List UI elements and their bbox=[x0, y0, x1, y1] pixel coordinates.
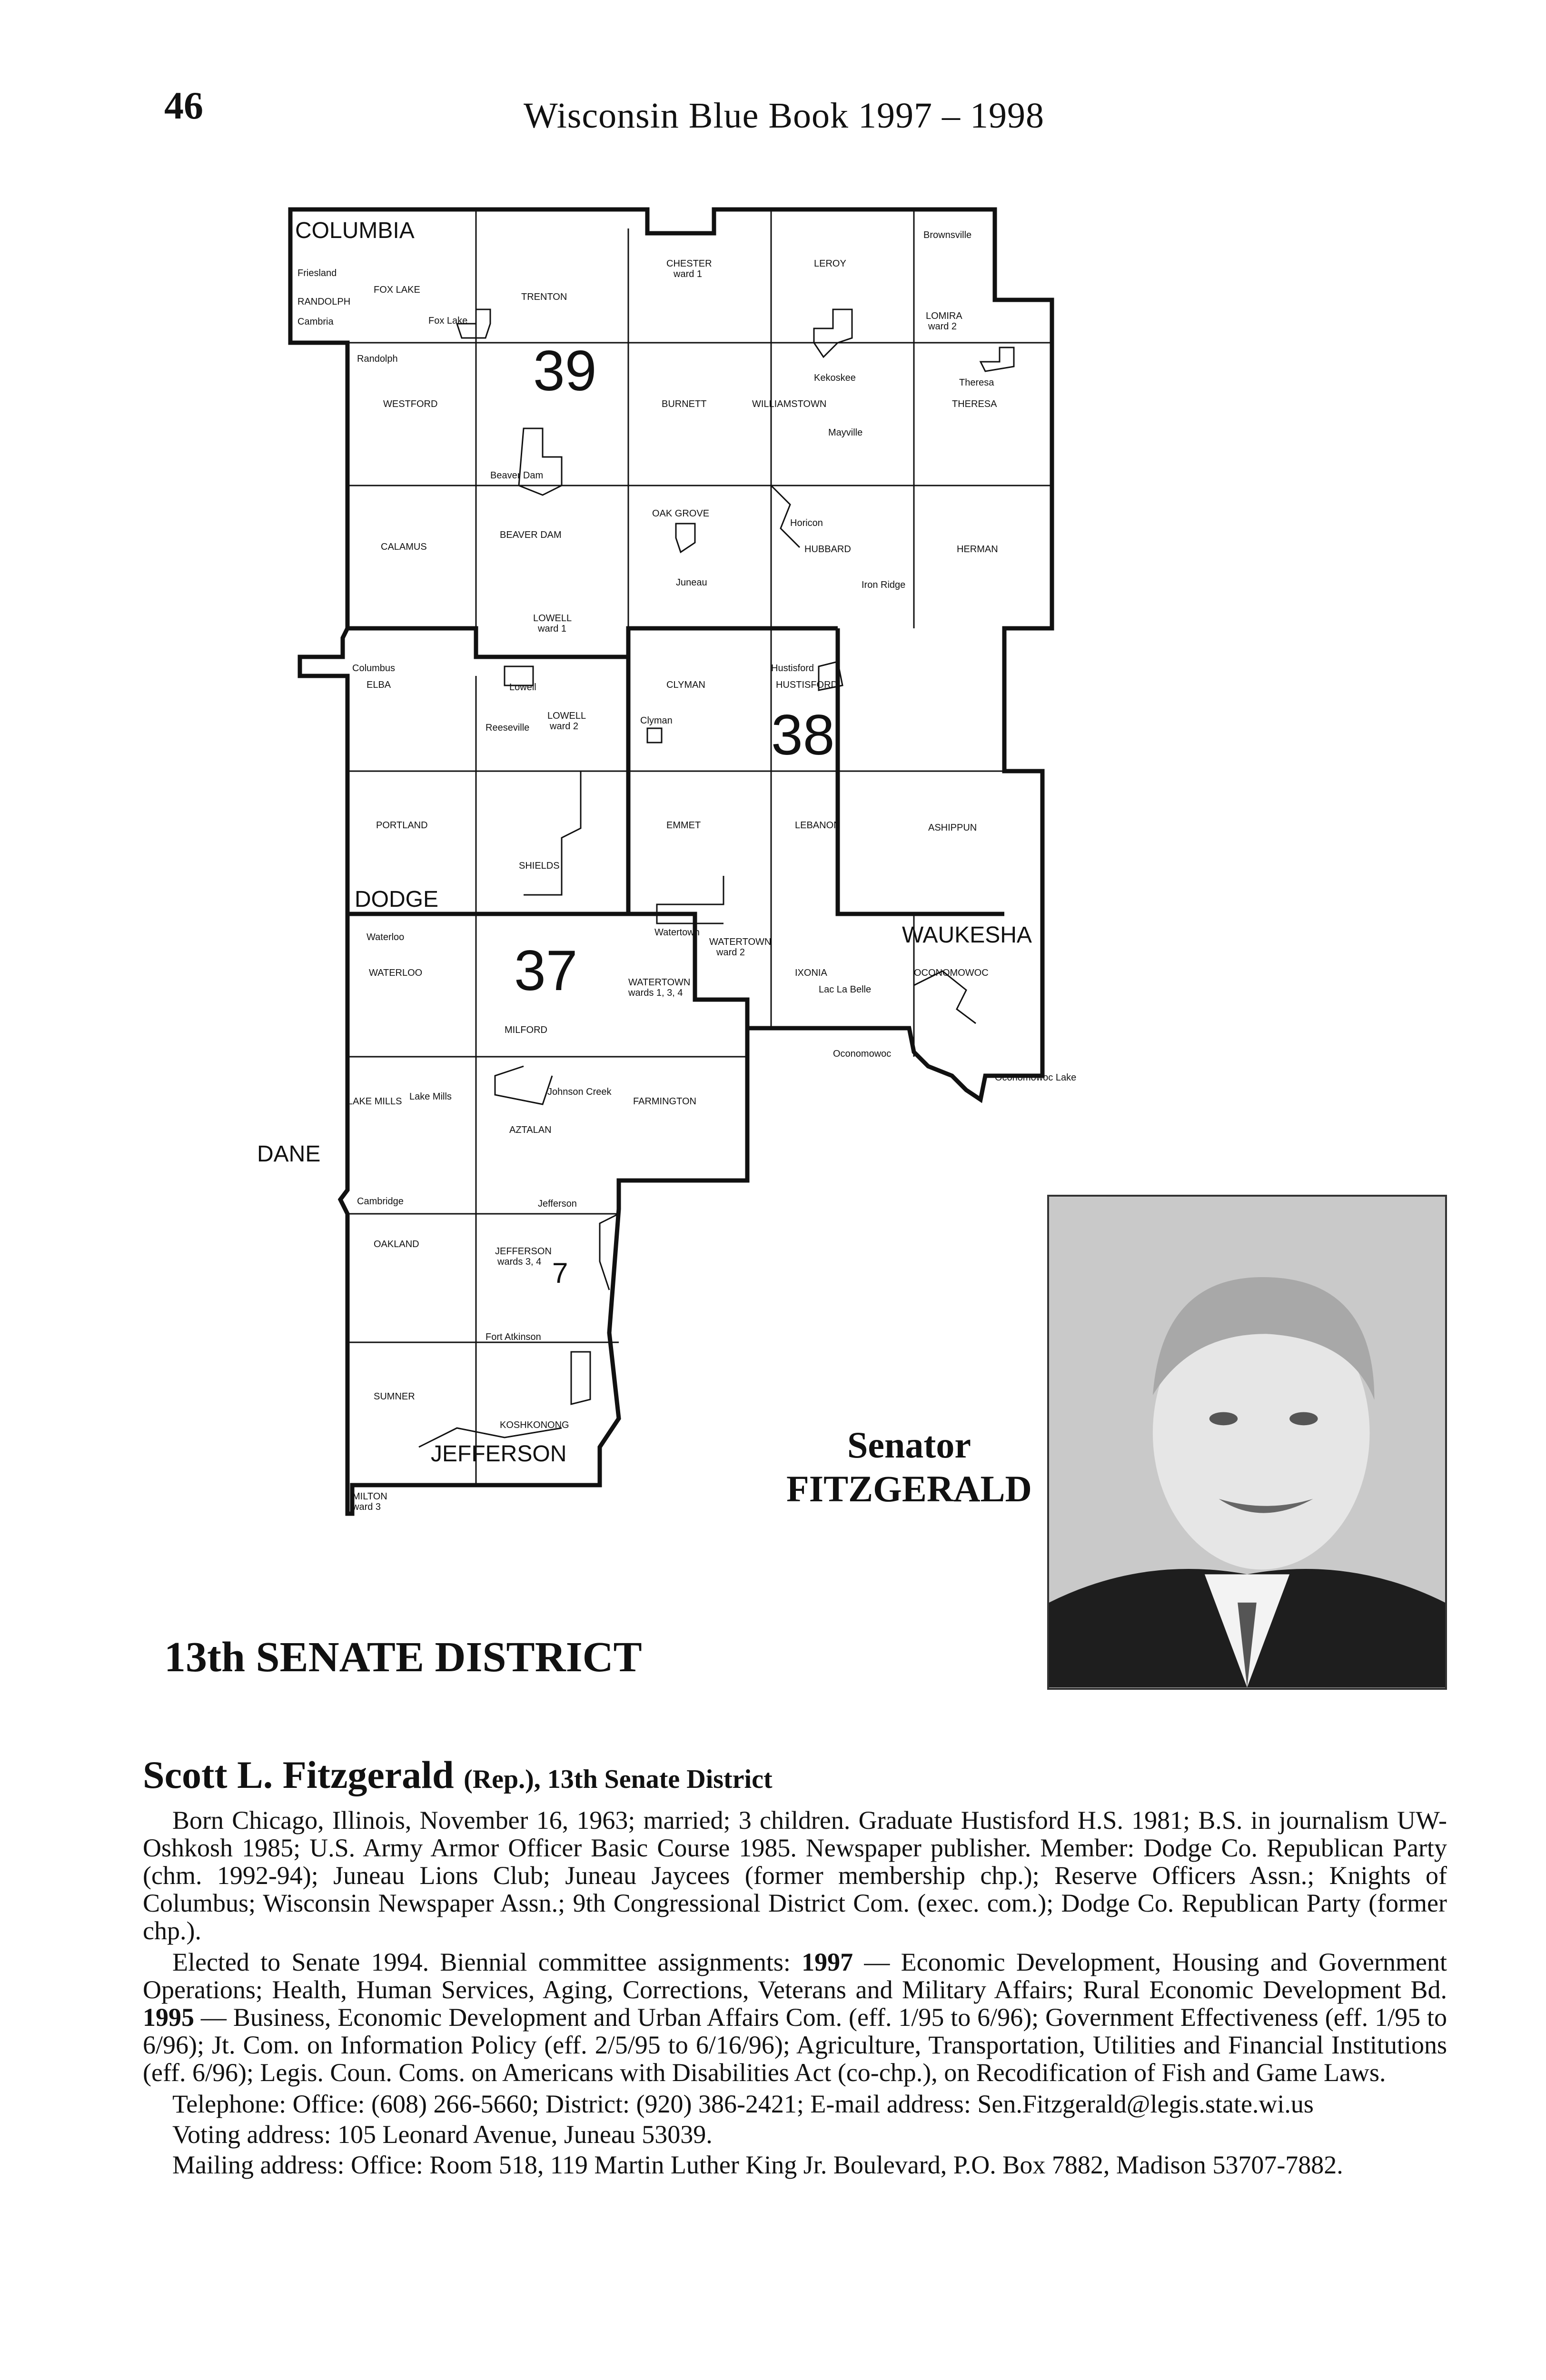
bio-heading bbox=[143, 1753, 1447, 1796]
place-label: HUBBARD bbox=[804, 544, 851, 555]
county-label-waukesha: WAUKESHA bbox=[902, 922, 1032, 948]
place-label: BEAVER DAM bbox=[500, 530, 562, 540]
senator-name: Scott L. Fitzgerald bbox=[143, 1753, 454, 1796]
telephone-line: Telephone: Office: (608) 266-5660; District: (920) 386-2421; E-mail address: Sen.Fitzgerald@legis.state.wi.us bbox=[172, 2090, 1314, 2118]
county-label-dane: DANE bbox=[257, 1141, 321, 1167]
place-label: wards 1, 3, 4 bbox=[628, 988, 683, 998]
district-map bbox=[209, 200, 1114, 1533]
place-label: Mayville bbox=[828, 427, 863, 438]
place-label: LOWELL bbox=[547, 711, 586, 721]
place-label: BURNETT bbox=[662, 399, 707, 409]
committees-intro: Elected to Senate 1994. Biennial committee assignments: bbox=[172, 1948, 802, 1976]
place-label: OAK GROVE bbox=[652, 508, 710, 519]
senator-affiliation: (Rep.), 13th Senate District bbox=[464, 1765, 773, 1794]
place-label: Kekoskee bbox=[814, 373, 856, 383]
bio-paragraph-committees bbox=[143, 1948, 1447, 2086]
assembly-district-38: 38 bbox=[771, 703, 835, 767]
place-label: ward 2 bbox=[928, 321, 957, 332]
place-label: OAKLAND bbox=[374, 1239, 419, 1250]
place-label: WATERLOO bbox=[369, 968, 423, 978]
place-label: ward 2 bbox=[550, 721, 579, 732]
place-label: Reeseville bbox=[486, 723, 530, 733]
district-title: 13th SENATE DISTRICT bbox=[164, 1634, 642, 1681]
place-label: LEBANON bbox=[795, 820, 841, 831]
place-label: LEROY bbox=[814, 258, 846, 269]
caption-line-2: FITZGERALD bbox=[786, 1468, 1032, 1509]
place-label: Johnson Creek bbox=[547, 1087, 612, 1097]
place-label: LOMIRA bbox=[926, 311, 962, 321]
place-label: Fox Lake bbox=[428, 316, 468, 326]
mailing-address: Mailing address: Office: Room 518, 119 Martin Luther King Jr. Boulevard, P.O. Box 7882, Madison 53707-7882. bbox=[172, 2151, 1343, 2179]
place-label: Cambridge bbox=[357, 1196, 404, 1207]
place-label: Cambria bbox=[297, 317, 334, 327]
place-label: WESTFORD bbox=[383, 399, 438, 409]
place-label: Lac La Belle bbox=[819, 984, 872, 995]
running-head: Wisconsin Blue Book 1997 – 1998 bbox=[524, 96, 1045, 136]
place-label: KOSHKONONG bbox=[500, 1420, 569, 1430]
place-label: Clyman bbox=[640, 715, 673, 726]
place-label: WATERTOWN bbox=[709, 937, 772, 947]
place-label: ASHIPPUN bbox=[928, 823, 977, 833]
senator-photo bbox=[1047, 1195, 1447, 1690]
place-label: AZTALAN bbox=[509, 1125, 552, 1135]
county-label-jefferson: JEFFERSON bbox=[431, 1441, 567, 1467]
place-label: IXONIA bbox=[795, 968, 827, 978]
place-label: LOWELL bbox=[533, 613, 572, 624]
place-label: Jefferson bbox=[538, 1199, 577, 1209]
place-label: Iron Ridge bbox=[862, 580, 906, 590]
place-label: ward 1 bbox=[538, 624, 567, 634]
place-label: HERMAN bbox=[957, 544, 998, 555]
place-label: Oconomowoc bbox=[833, 1049, 892, 1059]
voting-address: Voting address: 105 Leonard Avenue, Juneau 53039. bbox=[172, 2120, 713, 2149]
place-label: WATERTOWN bbox=[628, 977, 691, 988]
place-label: SHIELDS bbox=[519, 861, 560, 871]
assembly-district-39: 39 bbox=[533, 339, 597, 403]
place-label: FARMINGTON bbox=[633, 1096, 696, 1107]
place-label: HUSTISFORD bbox=[776, 680, 838, 690]
assembly-district-37: 37 bbox=[514, 939, 578, 1002]
place-label: FOX LAKE bbox=[374, 285, 420, 295]
place-label: 7 bbox=[552, 1257, 568, 1289]
place-label: Brownsville bbox=[923, 230, 972, 240]
place-label: ward 2 bbox=[716, 947, 745, 958]
place-label: wards 3, 4 bbox=[497, 1257, 542, 1267]
place-label: Theresa bbox=[959, 377, 994, 388]
place-label: Fort Atkinson bbox=[486, 1332, 541, 1342]
place-label: CLYMAN bbox=[666, 680, 705, 690]
place-label: Beaver Dam bbox=[490, 470, 544, 481]
place-label: SUMNER bbox=[374, 1391, 415, 1402]
place-label: Columbus bbox=[352, 663, 396, 674]
committee-year-1995: 1995 bbox=[143, 2003, 194, 2032]
district-line-39-38 bbox=[347, 628, 838, 657]
place-label: Oconomowoc Lake bbox=[995, 1072, 1077, 1083]
place-label: CHESTER bbox=[666, 258, 712, 269]
place-label: PORTLAND bbox=[376, 820, 428, 831]
bio-paragraph-personal: Born Chicago, Illinois, November 16, 1963; married; 3 children. Graduate Hustisford H.S. 1981; B.S. in journalism UW-Oshkosh 1985; U.S. Army Armor Officer Basic Course 1985. Newspaper publisher. Member: Dodge Co. Republican Party (chm. 1992-94); Juneau Lions Club; Juneau Jaycees (former membership chp.); Reserve Officers Assn.; Knights of Columbus; Wisconsin Newspaper Assn.; 9th Congressional District Com. (exec. com.); Dodge Co. Republican Party (former chp.). bbox=[143, 1806, 1447, 1945]
county-label-columbia: COLUMBIA bbox=[295, 218, 415, 243]
place-label: Lake Mills bbox=[409, 1091, 452, 1102]
place-label: TRENTON bbox=[521, 292, 567, 302]
place-label: WILLIAMSTOWN bbox=[752, 399, 827, 409]
place-label: MILTON bbox=[352, 1491, 387, 1502]
committees-1995: — Business, Economic Development and Urban Affairs Com. (eff. 1/95 to 6/96); Government Effectiveness (eff. 1/95 to 6/96); Jt. Com. on Information Policy (eff. 2/5/95 to 6/16/96); Agriculture, Transportation, Utilities and Financial Institutions (eff. 6/96); Legis. Coun. Coms. on Americans with Disabilities Act (co-chp.), on Recodification of Fish and Game Laws. bbox=[143, 2003, 1447, 2087]
place-label: Friesland bbox=[297, 268, 337, 278]
photo-caption bbox=[743, 1423, 1076, 1511]
place-label: JEFFERSON bbox=[495, 1246, 552, 1257]
place-label: EMMET bbox=[666, 820, 701, 831]
place-label: Waterloo bbox=[367, 932, 405, 942]
place-label: LAKE MILLS bbox=[347, 1096, 402, 1107]
biography bbox=[143, 1753, 1447, 2179]
place-label: OCONOMOWOC bbox=[914, 968, 989, 978]
place-label: Juneau bbox=[676, 577, 707, 588]
place-label: ward 3 bbox=[352, 1502, 381, 1512]
caption-line-1: Senator bbox=[847, 1424, 971, 1466]
place-label: Watertown bbox=[654, 927, 700, 938]
place-label: RANDOLPH bbox=[297, 297, 351, 307]
place-label: Randolph bbox=[357, 354, 398, 364]
place-label: Hustisford bbox=[771, 663, 814, 674]
place-label: MILFORD bbox=[505, 1025, 547, 1035]
place-label: ELBA bbox=[367, 680, 391, 690]
place-label: Horicon bbox=[790, 518, 823, 528]
portrait-image bbox=[1049, 1197, 1445, 1688]
committee-year-1997: 1997 bbox=[802, 1948, 853, 1976]
place-label: CALAMUS bbox=[381, 542, 427, 552]
place-label: THERESA bbox=[952, 399, 997, 409]
place-label: ward 1 bbox=[674, 269, 703, 279]
page-number: 46 bbox=[164, 84, 203, 127]
county-label-dodge: DODGE bbox=[355, 887, 439, 912]
place-label: Lowell bbox=[509, 682, 536, 693]
committees-1997: — Economic Development, Housing and Government Operations; Health, Human Services, Aging, Corrections, Veterans and Military Affairs; Rural Economic Development Bd. bbox=[143, 1948, 1447, 2004]
